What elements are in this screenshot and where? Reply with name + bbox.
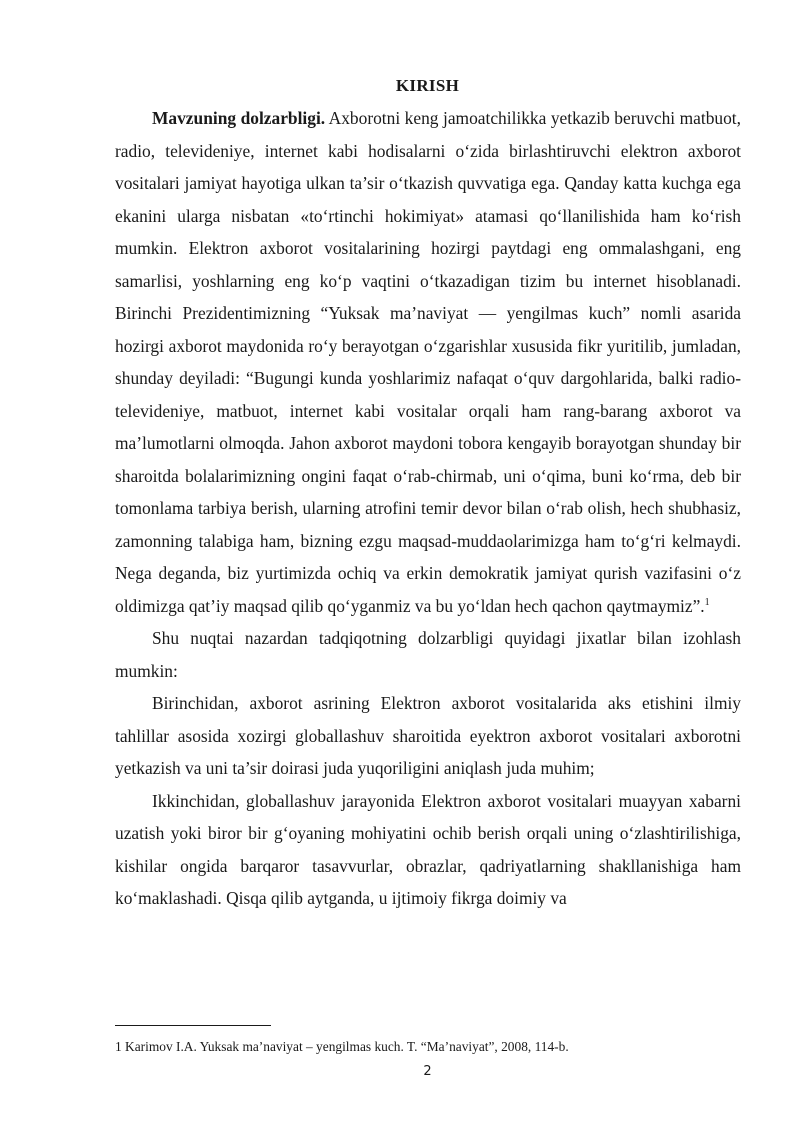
page-number: 2 — [423, 1064, 432, 1079]
body-text — [115, 102, 741, 915]
section-heading: KIRISH — [395, 76, 460, 95]
paragraph-first-point: Birinchidan, axborot asrining Elektron axborot vositalarida aks etishini ilmiy tahlillar asosida xozirgi globallashuv sharoitida eyektron axborot vositalari axborotni yetkazish va uni ta’sir doirasi juda yuqoriligini aniqlash juda muhim; — [115, 693, 741, 778]
paragraph-lead: Mavzuning dolzarbligi. — [152, 108, 326, 128]
paragraph-intro: Shu nuqtai nazardan tadqiqotning dolzarbligi quyidagi jixatlar bilan izohlash mumkin: — [115, 628, 741, 681]
footnote-divider — [115, 1025, 271, 1026]
paragraph-text: Axborotni keng jamoatchilikka yetkazib beruvchi matbuot, radio, televideniye, internet kabi hodisalarni o‘zida birlashtiruvchi elektron axborot vositalari jamiyat hayotiga ulkan ta’sir o‘tkazish quvvatiga ega. Qanday katta kuchga ega ekanini ularga nisbatan «to‘rtinchi hokimiyat» atamasi qo‘llanilishida ham ko‘rish mumkin. Elektron axborot vositalarining hozirgi paytdagi eng ommalashgani, eng samarlisi, yoshlarning eng ko‘p vaqtini o‘tkazadigan tizim bu internet hisoblanadi. Birinchi Prezidentimizning “Yuksak ma’naviyat — yengilmas kuch” nomli asarida hozirgi axborot maydonida ro‘y berayotgan o‘zgarishlar xususida fikr yuritilib, jumladan, shunday deyiladi: “Bugungi kunda yoshlarimiz nafaqat o‘quv dargohlarida, balki radio-televideniye, matbuot, internet kabi vositalar orqali ham rang-barang axborot va ma’lumotlarni olmoqda. Jahon axborot maydoni tobora kengayib borayotgan shunday bir sharoitda bolalarimizning ongini faqat o‘rab-chirmab, uni o‘qima, buni ko‘rma, deb bir tomonlama tarbiya berish, ularning atrofini temir devor bilan o‘rab olish, hech shubhasiz, zamonning talabiga ham, bizning ezgu maqsad-muddaolarimizga ham to‘g‘ri kelmaydi. Nega deganda, biz yurtimizda ochiq va erkin demokratik jamiyat qurish vazifasini o‘z oldimizga qat’iy maqsad qilib qo‘yganmiz va bu yo‘ldan hech qachon qaytmaymiz”. — [115, 108, 741, 616]
footnote-reference[interactable]: 1 — [704, 596, 710, 608]
paragraph-second-point: Ikkinchidan, globallashuv jarayonida Elektron axborot vositalari muayyan xabarni uzatish yoki biror bir g‘oyaning mohiyatini ochib berish orqali uning o‘zlashtirilishiga, kishilar ongida barqaror tasavvurlar, obrazlar, qadriyatlarning shakllanishiga ham ko‘maklashadi. Qisqa qilib aytganda, u ijtimoiy fikrga doimiy va — [115, 790, 741, 908]
paragraph-relevance — [115, 102, 741, 622]
footnote: 1 Karimov I.A. Yuksak ma’naviyat – yengilmas kuch. T. “Ma’naviyat”, 2008, 114-b. — [115, 1039, 569, 1054]
